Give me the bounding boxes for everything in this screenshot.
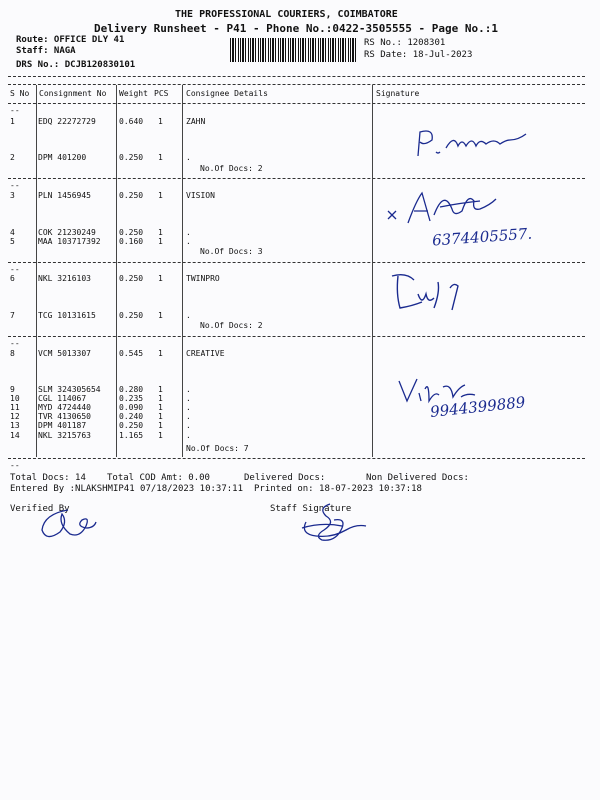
row-consignee: ZAHN bbox=[186, 117, 206, 126]
row-consignee: . bbox=[186, 431, 191, 440]
row-consignment: DPM 401200 bbox=[38, 153, 87, 162]
row-consignment: VCM 5013307 bbox=[38, 349, 91, 358]
row-consignee: . bbox=[186, 394, 191, 403]
row-weight: 1.165 bbox=[119, 431, 144, 440]
row-pcs: 1 bbox=[158, 311, 163, 320]
row-weight: 0.250 bbox=[119, 274, 144, 283]
row-pcs: 1 bbox=[158, 412, 163, 421]
total-cod: Total COD Amt: 0.00 bbox=[107, 473, 210, 483]
row-weight: 0.160 bbox=[119, 237, 144, 246]
row-weight: 0.640 bbox=[119, 117, 144, 126]
row-pcs: 1 bbox=[158, 385, 163, 394]
divider bbox=[8, 262, 585, 263]
row-consignee: VISION bbox=[186, 191, 215, 200]
row-sno: 13 bbox=[10, 421, 20, 430]
doc-count: No.Of Docs: 2 bbox=[200, 164, 263, 173]
row-sno: 4 bbox=[10, 228, 15, 237]
row-pcs: 1 bbox=[158, 394, 163, 403]
barcode bbox=[230, 38, 358, 62]
divider bbox=[8, 178, 585, 179]
group-marker: -- bbox=[10, 181, 20, 190]
row-consignee: . bbox=[186, 228, 191, 237]
row-consignee: . bbox=[186, 311, 191, 320]
row-weight: 0.240 bbox=[119, 412, 144, 421]
rs-date: RS Date: 18-Jul-2023 bbox=[364, 50, 473, 60]
drs-number: DRS No.: DCJB120830101 bbox=[16, 60, 136, 70]
column-rule bbox=[36, 85, 37, 457]
row-consignment: TCG 10131615 bbox=[38, 311, 96, 320]
phone-handwriting-8: 9944399889 bbox=[429, 393, 527, 421]
row-pcs: 1 bbox=[158, 228, 163, 237]
verified-by-signature bbox=[38, 504, 98, 540]
row-consignment: NKL 3216103 bbox=[38, 274, 91, 283]
row-sno: 1 bbox=[10, 117, 15, 126]
staff-signature-label: Staff Signature bbox=[270, 504, 352, 514]
signature-3-handwriting bbox=[382, 185, 502, 230]
row-weight: 0.090 bbox=[119, 403, 144, 412]
doc-count: No.Of Docs: 7 bbox=[186, 444, 249, 453]
divider bbox=[8, 103, 585, 104]
row-consignee: . bbox=[186, 421, 191, 430]
row-consignment: DPM 401187 bbox=[38, 421, 87, 430]
row-sno: 7 bbox=[10, 311, 15, 320]
route-label: Route: OFFICE DLY 41 bbox=[16, 35, 125, 45]
col-header-pcs: PCS bbox=[154, 89, 169, 98]
row-consignment: EDQ 22272729 bbox=[38, 117, 96, 126]
divider bbox=[8, 84, 585, 85]
row-weight: 0.250 bbox=[119, 153, 144, 162]
signature-6-handwriting bbox=[388, 268, 468, 314]
row-weight: 0.250 bbox=[119, 421, 144, 430]
row-weight: 0.250 bbox=[119, 191, 144, 200]
row-sno: 5 bbox=[10, 237, 15, 246]
group-marker: -- bbox=[10, 461, 20, 470]
row-consignee: . bbox=[186, 412, 191, 421]
row-sno: 11 bbox=[10, 403, 20, 412]
row-pcs: 1 bbox=[158, 153, 163, 162]
row-weight: 0.250 bbox=[119, 311, 144, 320]
divider bbox=[8, 76, 585, 77]
doc-count: No.Of Docs: 3 bbox=[200, 247, 263, 256]
row-sno: 6 bbox=[10, 274, 15, 283]
non-delivered-docs: Non Delivered Docs: bbox=[366, 473, 469, 483]
verified-by-label: Verified By bbox=[10, 504, 70, 514]
row-consignment: SLM 324305654 bbox=[38, 385, 101, 394]
row-weight: 0.545 bbox=[119, 349, 144, 358]
doc-count: No.Of Docs: 2 bbox=[200, 321, 263, 330]
row-consignee: CREATIVE bbox=[186, 349, 225, 358]
staff-signature bbox=[296, 500, 376, 544]
signature-1-handwriting bbox=[412, 118, 542, 163]
row-sno: 14 bbox=[10, 431, 20, 440]
row-sno: 2 bbox=[10, 153, 15, 162]
col-header-weight: Weight bbox=[119, 89, 148, 98]
row-consignment: NKL 3215763 bbox=[38, 431, 91, 440]
col-header-signature: Signature bbox=[376, 89, 420, 98]
row-consignment: MYD 4724440 bbox=[38, 403, 91, 412]
row-sno: 12 bbox=[10, 412, 20, 421]
page-title: Delivery Runsheet - P41 - Phone No.:0422-3505555 - Page No.:1 bbox=[94, 22, 498, 35]
column-rule bbox=[116, 85, 117, 457]
row-consignment: TVR 4130650 bbox=[38, 412, 91, 421]
col-header-sno: S No bbox=[10, 89, 30, 98]
divider bbox=[8, 458, 585, 459]
row-consignment: COK 21230249 bbox=[38, 228, 96, 237]
row-pcs: 1 bbox=[158, 403, 163, 412]
row-weight: 0.280 bbox=[119, 385, 144, 394]
row-sno: 10 bbox=[10, 394, 20, 403]
col-header-consignee: Consignee Details bbox=[186, 89, 268, 98]
group-marker: -- bbox=[10, 265, 20, 274]
row-consignee: TWINPRO bbox=[186, 274, 220, 283]
row-pcs: 1 bbox=[158, 421, 163, 430]
row-pcs: 1 bbox=[158, 237, 163, 246]
group-marker: -- bbox=[10, 339, 20, 348]
row-weight: 0.250 bbox=[119, 228, 144, 237]
row-consignment: MAA 103717392 bbox=[38, 237, 101, 246]
delivered-docs: Delivered Docs: bbox=[244, 473, 326, 483]
row-consignee: . bbox=[186, 237, 191, 246]
row-pcs: 1 bbox=[158, 349, 163, 358]
row-pcs: 1 bbox=[158, 191, 163, 200]
row-sno: 9 bbox=[10, 385, 15, 394]
row-consignee: . bbox=[186, 403, 191, 412]
column-rule bbox=[182, 85, 183, 457]
column-rule bbox=[372, 85, 373, 457]
divider bbox=[8, 336, 585, 337]
row-pcs: 1 bbox=[158, 117, 163, 126]
phone-handwriting-3: 6374405557. bbox=[431, 224, 533, 250]
total-docs: Total Docs: 14 bbox=[10, 473, 86, 483]
row-consignee: . bbox=[186, 153, 191, 162]
row-weight: 0.235 bbox=[119, 394, 144, 403]
printed-on: Printed on: 18-07-2023 10:37:18 bbox=[254, 484, 422, 494]
row-consignee: . bbox=[186, 385, 191, 394]
row-pcs: 1 bbox=[158, 274, 163, 283]
col-header-consignment: Consignment No bbox=[39, 89, 107, 98]
group-marker: -- bbox=[10, 106, 20, 115]
staff-label: Staff: NAGA bbox=[16, 46, 76, 56]
company-name: THE PROFESSIONAL COURIERS, COIMBATORE bbox=[175, 9, 398, 20]
row-consignment: CGL 114067 bbox=[38, 394, 87, 403]
rs-number: RS No.: 1208301 bbox=[364, 38, 446, 48]
entered-by: Entered By :NLAKSHMIP41 07/18/2023 10:37:11 bbox=[10, 484, 243, 494]
row-pcs: 1 bbox=[158, 431, 163, 440]
row-consignment: PLN 1456945 bbox=[38, 191, 91, 200]
row-sno: 3 bbox=[10, 191, 15, 200]
row-sno: 8 bbox=[10, 349, 15, 358]
